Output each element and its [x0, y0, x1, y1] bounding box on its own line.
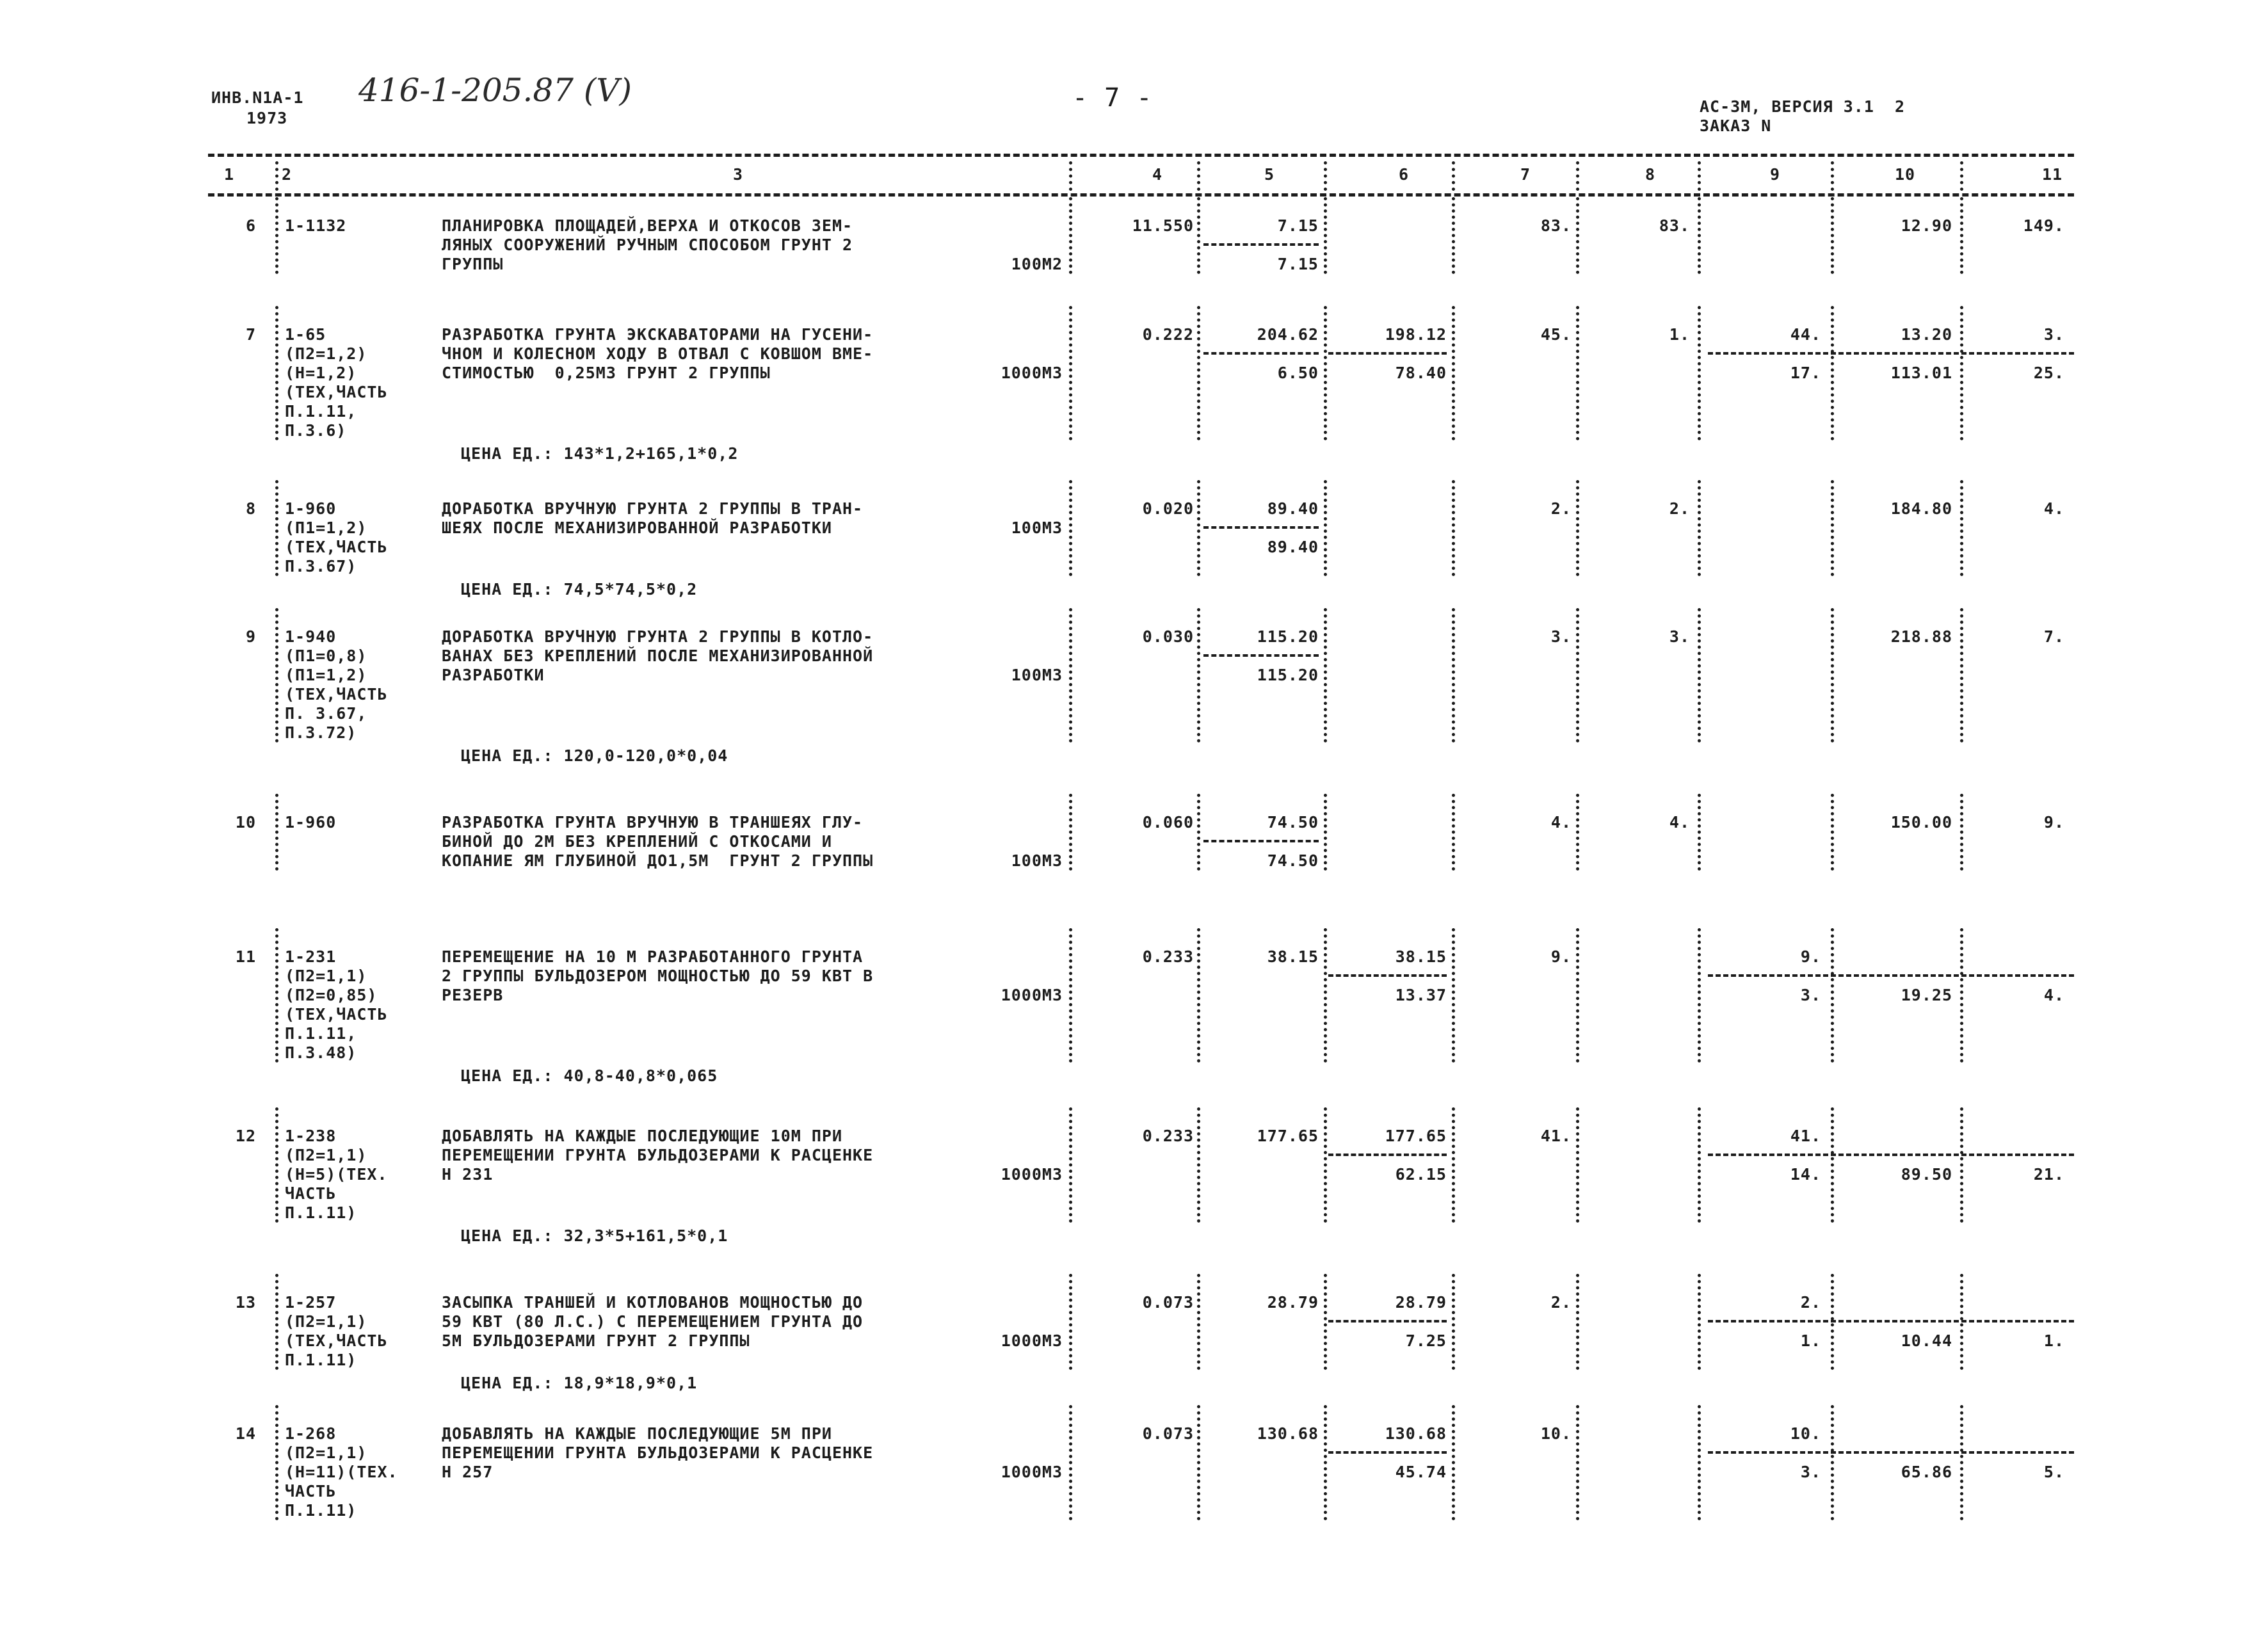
total-cost: 10.	[1540, 1424, 1572, 1443]
unit-cost-total: 28.79	[1267, 1293, 1319, 1312]
row-separator	[1960, 197, 1963, 274]
header-separator	[1069, 161, 1072, 191]
row-separator	[1324, 608, 1327, 743]
header-separator	[1960, 161, 1963, 191]
row-number: 10	[235, 813, 256, 832]
unit-cost-total: 130.68	[1257, 1424, 1319, 1443]
norm-code: (ТЕХ,ЧАСТЬ	[285, 1005, 388, 1024]
row-separator	[1197, 1405, 1200, 1520]
row-separator	[275, 1107, 278, 1223]
subtotal-rule	[1328, 1451, 1447, 1454]
total-cost: 4.	[1550, 813, 1572, 832]
subtotal-rule	[1328, 1320, 1447, 1322]
wages-total: 4.	[1669, 813, 1690, 832]
norm-code: (П1=0,8)	[285, 647, 367, 665]
machine-labor-hours: 10.44	[1901, 1331, 1952, 1350]
machine-total: 9.	[1800, 947, 1821, 966]
machine-labor-hours: 19.25	[1901, 986, 1952, 1004]
unit-of-measure: 100М3	[1011, 851, 1063, 870]
labor-total: 149.	[2023, 216, 2064, 235]
machine-wages-total: 3.	[1800, 986, 1821, 1004]
subtotal-rule	[1203, 243, 1319, 246]
work-description: БИНОЙ ДО 2М БЕЗ КРЕПЛЕНИЙ С ОТКОСАМИ И	[442, 832, 832, 851]
row-separator	[1576, 480, 1579, 576]
machine-wages-total: 3.	[1800, 1463, 1821, 1481]
unit-price-formula: ЦЕНА ЕД.: 32,3*5+161,5*0,1	[461, 1226, 728, 1245]
work-description: ЛЯНЫХ СООРУЖЕНИЙ РУЧНЫМ СПОСОБОМ ГРУНТ 2	[442, 236, 853, 254]
norm-code: (ТЕХ,ЧАСТЬ	[285, 685, 388, 703]
unit-of-measure: 1000М3	[1001, 986, 1063, 1004]
labor-total-secondary: 25.	[2033, 364, 2064, 382]
column-header-1: 1	[224, 165, 235, 184]
machine-total: 2.	[1800, 1293, 1821, 1312]
norm-code: П.3.67)	[285, 557, 357, 575]
row-separator	[275, 794, 278, 871]
norm-code: (П1=1,2)	[285, 666, 367, 684]
row-separator	[1831, 794, 1834, 871]
work-description: 5М БУЛЬДОЗЕРАМИ ГРУНТ 2 ГРУППЫ	[442, 1331, 750, 1350]
order-label: ЗАКАЗ N	[1700, 117, 1772, 135]
row-separator	[1831, 197, 1834, 274]
norm-code: (ТЕХ,ЧАСТЬ	[285, 538, 388, 556]
row-separator	[1960, 794, 1963, 871]
unit-price-formula: ЦЕНА ЕД.: 143*1,2+165,1*0,2	[461, 444, 739, 463]
row-separator	[1576, 928, 1579, 1063]
total-cost: 2.	[1550, 1293, 1572, 1312]
column-header-7: 7	[1520, 165, 1531, 184]
machine-labor-hours: 65.86	[1901, 1463, 1952, 1481]
labor-hours: 184.80	[1890, 499, 1952, 518]
column-header-9: 9	[1770, 165, 1781, 184]
quantity: 11.550	[1132, 216, 1194, 235]
labor-hours: 150.00	[1890, 813, 1952, 832]
unit-cost-total: 7.15	[1277, 216, 1319, 235]
unit-cost-total: 74.50	[1267, 813, 1319, 832]
quantity: 0.233	[1142, 1127, 1194, 1145]
labor-total-secondary: 5.	[2043, 1463, 2064, 1481]
work-description: ДОРАБОТКА ВРУЧНУЮ ГРУНТА 2 ГРУППЫ В КОТЛО-	[442, 627, 874, 646]
work-description: ПЛАНИРОВКА ПЛОЩАДЕЙ,ВЕРХА И ОТКОСОВ ЗЕМ-	[442, 216, 853, 235]
row-number: 14	[235, 1424, 256, 1443]
machine-total: 44.	[1790, 325, 1821, 344]
machine-wages: 7.25	[1405, 1331, 1447, 1350]
row-separator	[275, 1274, 278, 1370]
norm-code: П.1.11,	[285, 1024, 357, 1043]
norm-code: (ТЕХ,ЧАСТЬ	[285, 1331, 388, 1350]
unit-price-formula: ЦЕНА ЕД.: 74,5*74,5*0,2	[461, 580, 698, 599]
work-description: Н 257	[442, 1463, 494, 1481]
row-separator	[1197, 480, 1200, 576]
row-separator	[1324, 197, 1327, 274]
machine-total: 41.	[1790, 1127, 1821, 1145]
row-separator	[1576, 1274, 1579, 1370]
row-separator	[1324, 480, 1327, 576]
work-description: 2 ГРУППЫ БУЛЬДОЗЕРОМ МОЩНОСТЬЮ ДО 59 КВТ В	[442, 967, 874, 985]
machine-total: 10.	[1790, 1424, 1821, 1443]
row-separator	[275, 197, 278, 274]
wages-total: 83.	[1659, 216, 1690, 235]
row-separator	[1197, 1274, 1200, 1370]
labor-hours: 13.20	[1901, 325, 1952, 344]
work-description: РАЗРАБОТКА ГРУНТА ВРУЧНУЮ В ТРАНШЕЯХ ГЛУ-	[442, 813, 864, 832]
subtotal-rule	[1708, 1451, 2074, 1454]
norm-code: 1-960	[285, 813, 337, 832]
total-cost: 45.	[1540, 325, 1572, 344]
norm-code: (П1=1,2)	[285, 519, 367, 537]
subtotal-rule	[1328, 352, 1447, 355]
unit-cost-wages: 74.50	[1267, 851, 1319, 870]
work-description: ДОРАБОТКА ВРУЧНУЮ ГРУНТА 2 ГРУППЫ В ТРАН-	[442, 499, 864, 518]
row-separator	[1576, 1107, 1579, 1223]
unit-of-measure: 100М2	[1011, 255, 1063, 273]
work-description: 59 КВТ (80 Л.С.) С ПЕРЕМЕЩЕНИЕМ ГРУНТА ДО	[442, 1312, 864, 1331]
work-description: ЧНОМ И КОЛЕСНОМ ХОДУ В ОТВАЛ С КОВШОМ ВМЕ-	[442, 344, 874, 363]
machine-labor-hours: 89.50	[1901, 1165, 1952, 1184]
column-header-6: 6	[1399, 165, 1410, 184]
row-separator	[1698, 480, 1701, 576]
norm-code: 1-238	[285, 1127, 337, 1145]
labor-total: 4.	[2043, 499, 2064, 518]
unit-cost-wages: 7.15	[1277, 255, 1319, 273]
norm-code: 1-257	[285, 1293, 337, 1312]
norm-code: (П2=1,1)	[285, 1146, 367, 1164]
quantity: 0.060	[1142, 813, 1194, 832]
subtotal-rule	[1708, 1154, 2074, 1156]
column-header-10: 10	[1895, 165, 1916, 184]
norm-code: П.1.11)	[285, 1203, 357, 1222]
norm-code: (П2=1,2)	[285, 344, 367, 363]
labor-total: 3.	[2043, 325, 2064, 344]
row-separator	[275, 480, 278, 576]
work-description: ПЕРЕМЕЩЕНИИ ГРУНТА БУЛЬДОЗЕРАМИ К РАСЦЕНКЕ	[442, 1146, 874, 1164]
norm-code: 1-940	[285, 627, 337, 646]
total-cost: 83.	[1540, 216, 1572, 235]
unit-cost-wages: 115.20	[1257, 666, 1319, 684]
unit-of-measure: 1000М3	[1001, 1331, 1063, 1350]
total-cost: 2.	[1550, 499, 1572, 518]
work-description: ПЕРЕМЕЩЕНИЕ НА 10 М РАЗРАБОТАННОГО ГРУНТА	[442, 947, 864, 966]
inventory-label: ИНВ.N1А-1	[211, 88, 304, 107]
work-description: ВАНАХ БЕЗ КРЕПЛЕНИЙ ПОСЛЕ МЕХАНИЗИРОВАННОЙ	[442, 647, 874, 665]
row-separator	[1069, 480, 1072, 576]
total-cost: 41.	[1540, 1127, 1572, 1145]
machine-cost: 198.12	[1385, 325, 1447, 344]
row-separator	[1069, 794, 1072, 871]
quantity: 0.233	[1142, 947, 1194, 966]
machine-wages: 62.15	[1395, 1165, 1447, 1184]
subtotal-rule	[1203, 352, 1319, 355]
unit-cost-total: 89.40	[1267, 499, 1319, 518]
labor-total: 9.	[2043, 813, 2064, 832]
row-number: 6	[245, 216, 256, 235]
header-separator	[1831, 161, 1834, 191]
quantity: 0.020	[1142, 499, 1194, 518]
wages-total: 2.	[1669, 499, 1690, 518]
row-separator	[1452, 1405, 1455, 1520]
row-separator	[1324, 1274, 1327, 1370]
norm-code: П. 3.67,	[285, 704, 367, 723]
wages-total: 1.	[1669, 325, 1690, 344]
norm-code: П.3.6)	[285, 421, 347, 440]
column-header-11: 11	[2042, 165, 2063, 184]
row-separator	[1452, 1274, 1455, 1370]
column-header-5: 5	[1264, 165, 1275, 184]
norm-code: П.1.11)	[285, 1501, 357, 1520]
row-separator	[275, 928, 278, 1063]
row-separator	[1576, 197, 1579, 274]
unit-price-formula: ЦЕНА ЕД.: 18,9*18,9*0,1	[461, 1374, 698, 1392]
norm-code: (Н=5)(ТЕХ.	[285, 1165, 388, 1184]
row-separator	[1069, 1107, 1072, 1223]
header-separator	[1576, 161, 1579, 191]
norm-code: 1-960	[285, 499, 337, 518]
work-description: РЕЗЕРВ	[442, 986, 504, 1004]
machine-wages-total: 17.	[1790, 364, 1821, 382]
row-separator	[1698, 794, 1701, 871]
unit-of-measure: 100М3	[1011, 519, 1063, 537]
row-number: 12	[235, 1127, 256, 1145]
labor-total-secondary: 21.	[2033, 1165, 2064, 1184]
page-number: - 7 -	[1072, 83, 1153, 113]
norm-code: (П2=1,1)	[285, 967, 367, 985]
year: 1973	[246, 109, 288, 127]
row-separator	[1452, 480, 1455, 576]
row-number: 9	[245, 627, 256, 646]
inventory-handwritten-number: 416-1-205.87 (V)	[358, 72, 632, 109]
unit-cost-total: 204.62	[1257, 325, 1319, 344]
total-cost: 9.	[1550, 947, 1572, 966]
norm-code: (Н=1,2)	[285, 364, 357, 382]
row-separator	[1452, 794, 1455, 871]
norm-code: (П2=1,1)	[285, 1443, 367, 1462]
norm-code: П.3.72)	[285, 723, 357, 742]
work-description: ПЕРЕМЕЩЕНИИ ГРУНТА БУЛЬДОЗЕРАМИ К РАСЦЕНКЕ	[442, 1443, 874, 1462]
row-separator	[1069, 1405, 1072, 1520]
work-description: Н 231	[442, 1165, 494, 1184]
work-description: СТИМОСТЬЮ 0,25М3 ГРУНТ 2 ГРУППЫ	[442, 364, 771, 382]
norm-code: 1-65	[285, 325, 326, 344]
total-cost: 3.	[1550, 627, 1572, 646]
norm-code: 1-268	[285, 1424, 337, 1443]
column-header-8: 8	[1645, 165, 1656, 184]
subtotal-rule	[1708, 352, 2074, 355]
work-description: ГРУППЫ	[442, 255, 504, 273]
norm-code: (ТЕХ,ЧАСТЬ	[285, 383, 388, 401]
work-description: КОПАНИЕ ЯМ ГЛУБИНОЙ ДО1,5М ГРУНТ 2 ГРУППЫ	[442, 851, 874, 870]
wages-total: 3.	[1669, 627, 1690, 646]
unit-price-formula: ЦЕНА ЕД.: 120,0-120,0*0,04	[461, 746, 728, 765]
quantity: 0.073	[1142, 1293, 1194, 1312]
machine-wages: 78.40	[1395, 364, 1447, 382]
machine-wages-total: 1.	[1800, 1331, 1821, 1350]
norm-code: (П2=0,85)	[285, 986, 378, 1004]
system-version: АС-3М, ВЕРСИЯ 3.1 2	[1700, 97, 1906, 116]
row-number: 8	[245, 499, 256, 518]
row-separator	[1069, 197, 1072, 274]
subtotal-rule	[1708, 974, 2074, 977]
labor-total-secondary: 1.	[2043, 1331, 2064, 1350]
unit-cost-wages: 6.50	[1277, 364, 1319, 382]
norm-code: 1-231	[285, 947, 337, 966]
norm-code: 1-1132	[285, 216, 347, 235]
header-separator	[1698, 161, 1701, 191]
machine-wages: 45.74	[1395, 1463, 1447, 1481]
labor-hours: 218.88	[1890, 627, 1952, 646]
work-description: ШЕЯХ ПОСЛЕ МЕХАНИЗИРОВАННОЙ РАЗРАБОТКИ	[442, 519, 832, 537]
norm-code: П.1.11,	[285, 402, 357, 421]
header-separator	[1452, 161, 1455, 191]
unit-cost-total: 38.15	[1267, 947, 1319, 966]
row-separator	[275, 1405, 278, 1520]
quantity: 0.073	[1142, 1424, 1194, 1443]
header-separator	[275, 161, 278, 191]
unit-of-measure: 1000М3	[1001, 1463, 1063, 1481]
row-separator	[1831, 480, 1834, 576]
subtotal-rule	[1203, 840, 1319, 842]
row-separator	[1698, 197, 1701, 274]
row-separator	[1197, 1107, 1200, 1223]
work-description: РАЗРАБОТКИ	[442, 666, 545, 684]
machine-cost: 130.68	[1385, 1424, 1447, 1443]
row-separator	[1576, 1405, 1579, 1520]
row-number: 7	[245, 325, 256, 344]
labor-hours: 12.90	[1901, 216, 1952, 235]
work-description: ДОБАВЛЯТЬ НА КАЖДЫЕ ПОСЛЕДУЮЩИЕ 10М ПРИ	[442, 1127, 842, 1145]
subtotal-rule	[1328, 1154, 1447, 1156]
subtotal-rule	[1328, 974, 1447, 977]
machine-wages: 13.37	[1395, 986, 1447, 1004]
subtotal-rule	[1203, 654, 1319, 657]
unit-cost-total: 115.20	[1257, 627, 1319, 646]
norm-code: (Н=11)(ТЕХ.	[285, 1463, 398, 1481]
work-description: РАЗРАБОТКА ГРУНТА ЭКСКАВАТОРАМИ НА ГУСЕНИ-	[442, 325, 874, 344]
machine-cost: 38.15	[1395, 947, 1447, 966]
machine-cost: 28.79	[1395, 1293, 1447, 1312]
subtotal-rule	[1708, 1320, 2074, 1322]
subtotal-rule	[1203, 526, 1319, 529]
labor-total-secondary: 4.	[2043, 986, 2064, 1004]
unit-of-measure: 100М3	[1011, 666, 1063, 684]
row-separator	[1452, 1107, 1455, 1223]
row-separator	[1452, 197, 1455, 274]
unit-of-measure: 1000М3	[1001, 1165, 1063, 1184]
norm-code: (П2=1,1)	[285, 1312, 367, 1331]
row-separator	[1698, 1274, 1701, 1370]
quantity: 0.030	[1142, 627, 1194, 646]
machine-cost: 177.65	[1385, 1127, 1447, 1145]
work-description: ДОБАВЛЯТЬ НА КАЖДЫЕ ПОСЛЕДУЮЩИЕ 5М ПРИ	[442, 1424, 832, 1443]
header-rule	[208, 193, 2074, 197]
row-separator	[1069, 1274, 1072, 1370]
row-number: 11	[235, 947, 256, 966]
row-number: 13	[235, 1293, 256, 1312]
row-separator	[275, 608, 278, 743]
norm-code: П.3.48)	[285, 1043, 357, 1062]
quantity: 0.222	[1142, 325, 1194, 344]
row-separator	[1324, 794, 1327, 871]
norm-code: П.1.11)	[285, 1351, 357, 1369]
row-separator	[1698, 608, 1701, 743]
unit-cost-wages: 89.40	[1267, 538, 1319, 556]
machine-labor-hours: 113.01	[1890, 364, 1952, 382]
column-header-3: 3	[733, 165, 744, 184]
row-separator	[1576, 794, 1579, 871]
unit-price-formula: ЦЕНА ЕД.: 40,8-40,8*0,065	[461, 1066, 718, 1085]
unit-cost-total: 177.65	[1257, 1127, 1319, 1145]
unit-of-measure: 1000М3	[1001, 364, 1063, 382]
top-rule	[208, 154, 2074, 157]
labor-total: 7.	[2043, 627, 2064, 646]
column-header-4: 4	[1152, 165, 1163, 184]
norm-code: ЧАСТЬ	[285, 1482, 337, 1500]
norm-code: ЧАСТЬ	[285, 1184, 337, 1203]
work-description: ЗАСЫПКА ТРАНШЕЙ И КОТЛОВАНОВ МОЩНОСТЬЮ ДО	[442, 1293, 864, 1312]
machine-wages-total: 14.	[1790, 1165, 1821, 1184]
column-header-2: 2	[282, 165, 293, 184]
row-separator	[1960, 480, 1963, 576]
row-separator	[275, 306, 278, 440]
header-separator	[1324, 161, 1327, 191]
header-separator	[1197, 161, 1200, 191]
